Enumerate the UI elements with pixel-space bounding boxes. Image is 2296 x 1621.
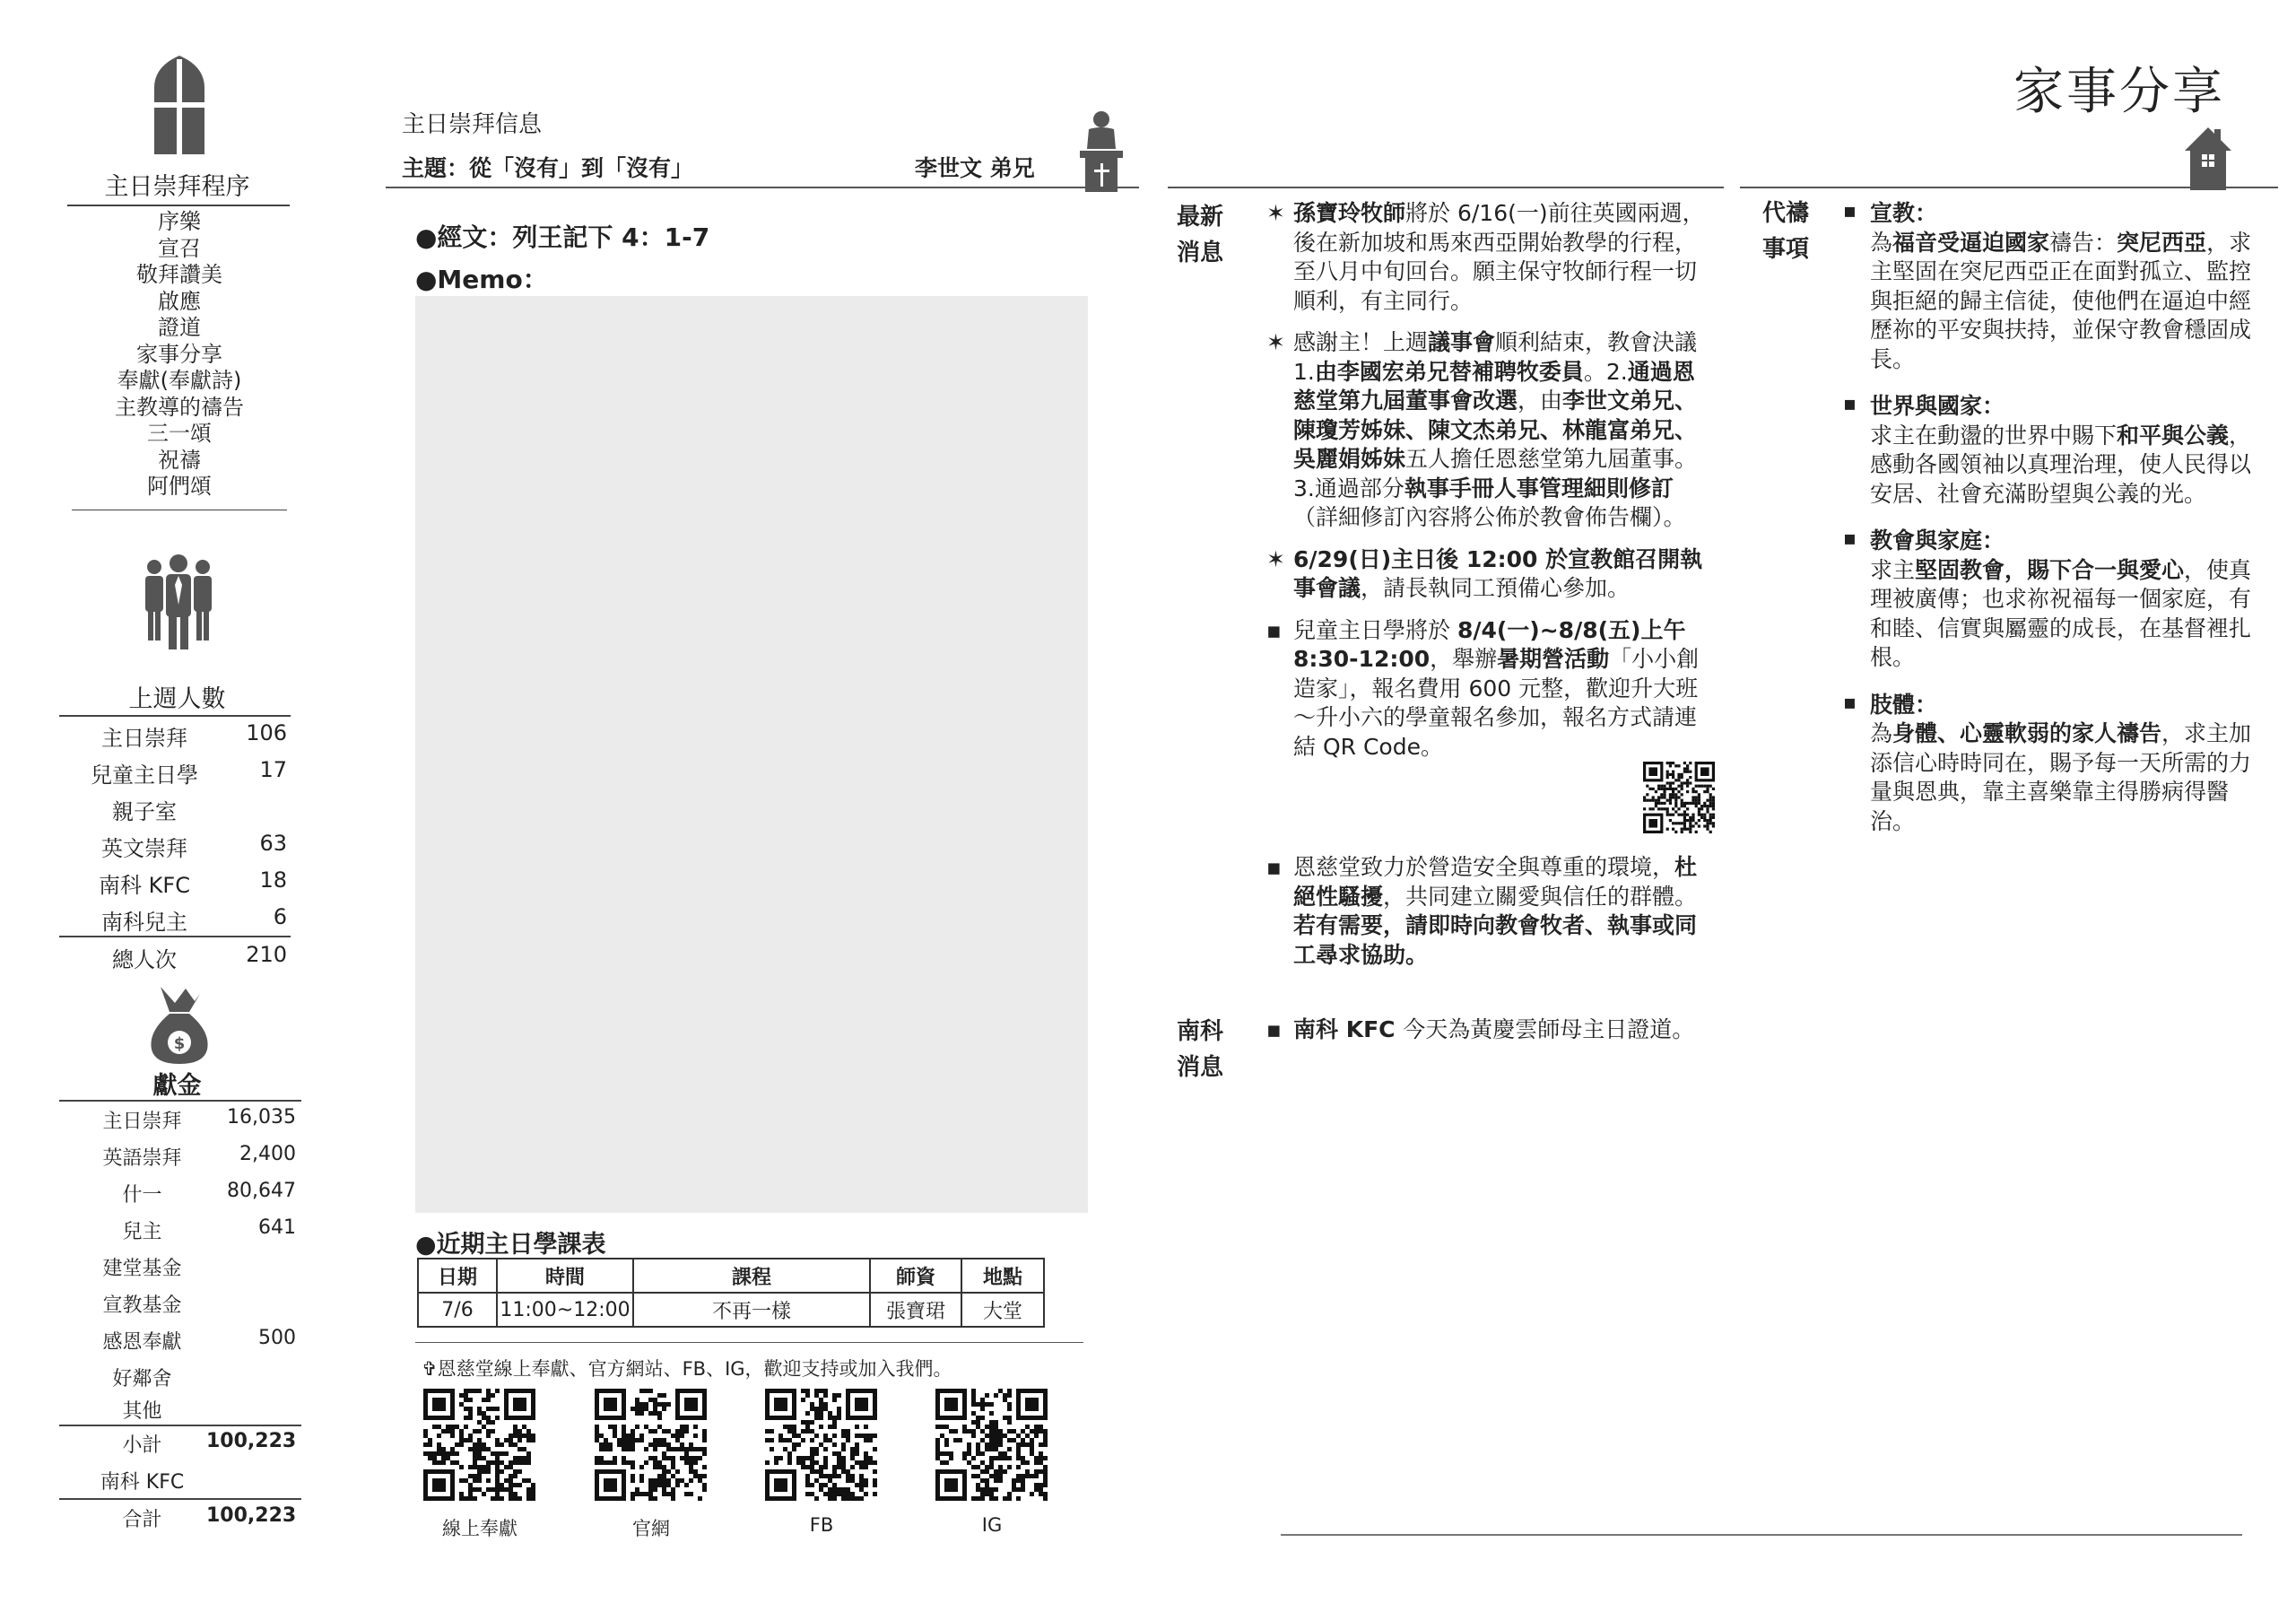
news-bold: 若有需要，請即時向教會牧者、執事或同工尋求協助。 — [1293, 912, 1698, 968]
prayer-text: 為 — [1870, 720, 1893, 746]
order-item: 序樂 — [158, 209, 201, 234]
sunday-school-schedule-title: ●近期主日學課表 — [415, 1231, 606, 1259]
memo-label: ●Memo： — [415, 265, 548, 294]
square-bullet-icon: ▪ — [1843, 691, 1857, 714]
divider — [1281, 1534, 2242, 1536]
news-item — [1266, 328, 1715, 533]
prayer-text: 禱告： — [2049, 229, 2118, 256]
square-bullet-icon: ▪ — [1266, 854, 1282, 880]
latest-news-label — [1177, 199, 1231, 271]
prayer-item — [1843, 691, 2269, 837]
offering-row — [59, 1253, 301, 1289]
news-text: 五人擔任恩慈堂第九屆董事。3.通過部分 — [1293, 446, 1698, 501]
attendance-row — [59, 757, 294, 793]
row-value: 100,223 — [206, 1430, 297, 1452]
row-label: 兒主 — [122, 1221, 162, 1243]
table-cell: 大堂 — [961, 1293, 1044, 1327]
prayer-requests-label — [1762, 196, 1816, 267]
row-label: 合計 — [122, 1509, 162, 1531]
row-label: 南科 KFC — [100, 1471, 185, 1494]
prayer-item — [1843, 527, 2269, 673]
offering-title: 獻金 — [152, 1072, 202, 1100]
online-links-note: ✞恩慈堂線上奉獻、官方網站、FB、IG，歡迎支持或加入我們。 — [422, 1358, 952, 1380]
news-text: ，共同建立關愛與信任的群體。 — [1383, 883, 1698, 910]
order-item: 家事分享 — [136, 341, 222, 367]
row-label: 建堂基金 — [102, 1258, 182, 1280]
news-bold: 李世文弟兄、陳瓊芳姊妹、陳文杰弟兄、林龍富弟兄、吳麗娟姊妹 — [1293, 388, 1698, 472]
church-window-icon — [154, 56, 204, 156]
order-item: 證道 — [158, 315, 201, 340]
row-label: 總人次 — [112, 947, 177, 972]
order-item: 祝禱 — [158, 447, 201, 473]
qr-code-icon — [595, 1389, 707, 1501]
prayer-heading: 宣教： — [1870, 200, 1938, 226]
news-bold: 執事手冊人事管理細則修訂 — [1404, 475, 1674, 501]
divider — [59, 1100, 301, 1102]
star-bullet-icon: ✶ — [1266, 545, 1285, 572]
order-item: 奉獻(奉獻詩) — [117, 368, 242, 393]
row-value: 106 — [246, 720, 287, 745]
news-text: ，由 — [1518, 388, 1563, 414]
prayer-bold: 突尼西亞 — [2117, 229, 2207, 256]
news-text: 感謝主！上週 — [1293, 329, 1429, 355]
prayer-heading: 教會與家庭： — [1870, 527, 2005, 553]
row-value: 17 — [259, 757, 287, 782]
table-row — [418, 1293, 1044, 1327]
offering-row — [59, 1143, 301, 1179]
news-text: 順利結束，教會決議 1. — [1293, 329, 1698, 385]
attendance-row — [59, 867, 294, 903]
qr-code-website[interactable] — [595, 1389, 707, 1501]
row-value: 80,647 — [227, 1180, 296, 1202]
news-bold: 孫寶玲牧師 — [1293, 200, 1406, 226]
divider — [59, 1498, 301, 1500]
divider — [415, 1342, 1083, 1343]
divider — [59, 715, 291, 717]
square-bullet-icon: ▪ — [1843, 393, 1857, 415]
nanke-news-list — [1266, 1015, 1715, 1058]
qr-code-icon — [765, 1389, 877, 1501]
offering-row — [59, 1216, 301, 1252]
qr-label: FB — [809, 1514, 834, 1536]
latest-news-list — [1266, 199, 1715, 982]
qr-label: 官網 — [632, 1518, 670, 1539]
news-bold: 8/4(一)~8/8(五)上午 8:30-12:00 — [1293, 616, 1686, 672]
attendance-row — [59, 831, 294, 867]
qr-code-summer-camp[interactable] — [1643, 762, 1715, 833]
prayer-text: ，求主堅固在突尼西亞正在面對孤立、監控與拒絕的歸主信徒，使他們在逼迫中經歷祢的平安與扶持，並保守教會穩固成長。 — [1870, 229, 2252, 372]
row-label: 小計 — [122, 1434, 162, 1457]
square-bullet-icon: ▪ — [1266, 616, 1282, 643]
row-value: 210 — [246, 942, 287, 967]
sermon-heading: 主日崇拜信息 — [402, 111, 543, 138]
offering-row — [59, 1106, 301, 1142]
row-label: 英文崇拜 — [101, 836, 187, 861]
offering-kfc-row — [59, 1467, 301, 1503]
row-value: 6 — [273, 904, 287, 929]
row-label: 親子室 — [112, 799, 177, 824]
divider — [59, 1425, 301, 1426]
row-value: 641 — [258, 1216, 296, 1239]
divider — [386, 187, 1139, 188]
column-header: 日期 — [418, 1259, 497, 1293]
sermon-speaker: 李世文 弟兄 — [915, 155, 1035, 181]
prayer-text: 求主在動盪的世界中賜下 — [1870, 422, 2118, 449]
sermon-theme: 主題：從「沒有」到「沒有」 — [402, 155, 694, 181]
row-value: 18 — [259, 867, 287, 893]
prayer-heading: 肢體： — [1870, 691, 1938, 718]
prayer-text: ，求主加添信心時時同在，賜予每一天所需的力量與恩典，靠主喜樂靠主得勝病得醫治。 — [1870, 720, 2252, 834]
row-label: 南科兒主 — [101, 910, 187, 935]
row-label: 主日崇拜 — [102, 1111, 182, 1133]
money-bag-icon — [148, 985, 211, 1064]
offering-subtotal-row — [59, 1430, 301, 1466]
news-item — [1266, 616, 1715, 834]
prayer-heading: 世界與國家： — [1870, 393, 2005, 419]
news-bold: 由李國宏弟兄替補聘牧委員 — [1314, 358, 1584, 385]
label-line: 事項 — [1762, 236, 1810, 263]
pulpit-speaker-icon — [1073, 109, 1130, 192]
divider — [1168, 187, 1724, 188]
svg-text:$: $ — [173, 1034, 186, 1053]
table-cell: 11:00~12:00 — [497, 1293, 633, 1327]
qr-code-offering[interactable] — [423, 1389, 535, 1501]
qr-code-icon — [935, 1389, 1048, 1501]
row-label: 南科 KFC — [99, 873, 190, 898]
column-header: 課程 — [633, 1259, 870, 1293]
qr-code-facebook[interactable] — [765, 1389, 877, 1501]
offering-row — [59, 1327, 301, 1363]
news-text: 兒童主日學將於 — [1293, 616, 1457, 643]
star-bullet-icon: ✶ — [1266, 329, 1285, 355]
house-icon — [2185, 127, 2231, 190]
label-line: 南科 — [1177, 1018, 1224, 1045]
news-bold: 6/29(日)主日後 12:00 於宣教館召開執事會議 — [1293, 545, 1703, 601]
label-line: 消息 — [1177, 240, 1224, 266]
prayer-item — [1843, 392, 2269, 509]
row-value: 63 — [259, 831, 287, 856]
order-item: 啟應 — [158, 288, 201, 314]
row-value: 16,035 — [227, 1106, 296, 1129]
news-bold: 通過恩慈堂第九屆董事會改選 — [1293, 358, 1695, 414]
row-label: 主日崇拜 — [101, 726, 187, 751]
news-text: 「小小創造家」，報名費用 600 元整，歡迎升大班～升小六的學童報名參加，報名方式請連結 QR Code。 — [1293, 646, 1700, 760]
prayer-bold: 和平與公義 — [2117, 422, 2230, 449]
memo-box[interactable] — [415, 296, 1088, 1213]
news-item — [1266, 545, 1715, 604]
table-header-row — [418, 1259, 1044, 1293]
qr-code-icon — [1643, 762, 1715, 833]
news-text: ，舉辦 — [1430, 646, 1498, 672]
table-cell: 7/6 — [418, 1293, 497, 1327]
news-bold: 杜絕性騷擾 — [1293, 854, 1698, 910]
sunday-school-schedule-table — [417, 1258, 1045, 1328]
news-item — [1266, 199, 1715, 316]
table-cell: 不再一樣 — [633, 1293, 870, 1327]
attendance-row — [59, 904, 294, 940]
row-value: 500 — [258, 1327, 296, 1349]
divider — [59, 936, 291, 937]
nanke-news-label — [1177, 1014, 1231, 1085]
people-group-icon — [142, 554, 215, 651]
offering-row — [59, 1180, 301, 1216]
qr-label: 線上奉獻 — [442, 1518, 517, 1539]
news-bold: 南科 KFC — [1293, 1016, 1404, 1042]
order-of-service-title: 主日崇拜程序 — [104, 173, 250, 201]
row-label: 兒童主日學 — [91, 763, 198, 788]
page-title: 家事分享 — [2013, 63, 2225, 121]
square-bullet-icon: ▪ — [1266, 1016, 1282, 1042]
order-item: 宣召 — [158, 235, 201, 261]
row-label: 感恩奉獻 — [102, 1331, 182, 1354]
offering-row — [59, 1364, 301, 1399]
qr-label: IG — [981, 1514, 1003, 1536]
scripture-reference: ●經文：列王記下 4：1-7 — [415, 222, 710, 252]
row-value: 2,400 — [239, 1143, 296, 1165]
prayer-bold: 福音受逼迫國家 — [1892, 229, 2050, 256]
offering-row — [59, 1396, 301, 1432]
prayer-item — [1843, 199, 2269, 374]
attendance-total-row — [59, 942, 294, 978]
prayer-text: ，使真理被廣傳；也求祢祝福每一個家庭，有和睦、信實與屬靈的成長，在基督裡扎根。 — [1870, 556, 2252, 670]
attendance-title: 上週人數 — [128, 685, 226, 713]
label-line: 最新 — [1177, 204, 1224, 231]
row-label: 宣教基金 — [102, 1294, 182, 1317]
news-bold: 暑期營活動 — [1497, 646, 1610, 672]
label-line: 消息 — [1177, 1054, 1224, 1081]
prayer-text: 為 — [1870, 229, 1893, 256]
order-item: 三一頌 — [147, 421, 212, 446]
square-bullet-icon: ▪ — [1843, 200, 1857, 222]
prayer-bold: 身體、心靈軟弱的家人禱告 — [1892, 720, 2162, 746]
row-value: 100,223 — [206, 1504, 297, 1527]
column-header: 時間 — [497, 1259, 633, 1293]
prayer-text: ，感動各國領袖以真理治理，使人民得以安居、社會充滿盼望與公義的光。 — [1870, 422, 2252, 507]
prayer-text: 求主 — [1870, 556, 1916, 583]
attendance-row — [59, 794, 294, 830]
news-text: （詳細修訂內容將公佈於教會佈告欄）。 — [1293, 504, 1686, 530]
qr-code-instagram[interactable] — [935, 1389, 1048, 1501]
news-text: 將於 6/16(一)前往英國兩週，後在新加坡和馬來西亞開始教學的行程，至八月中旬回台。願主保守牧師行程一切順利，有主同行。 — [1293, 200, 1705, 314]
news-text: ，請長執同工預備心參加。 — [1361, 575, 1631, 601]
square-bullet-icon: ▪ — [1843, 527, 1857, 550]
order-item: 主教導的禱告 — [115, 394, 244, 420]
prayer-requests-list — [1843, 199, 2269, 854]
prayer-bold: 堅固教會，賜下合一與愛心 — [1915, 556, 2185, 583]
qr-code-icon — [423, 1389, 535, 1501]
news-item — [1266, 1015, 1715, 1045]
news-text: 恩慈堂致力於營造安全與尊重的環境， — [1293, 854, 1675, 880]
order-of-service-list — [67, 209, 291, 501]
divider — [67, 205, 290, 206]
offering-row — [59, 1290, 301, 1326]
column-header: 師資 — [870, 1259, 961, 1293]
table-cell: 張寶珺 — [870, 1293, 961, 1327]
column-header: 地點 — [961, 1259, 1044, 1293]
star-bullet-icon: ✶ — [1266, 200, 1285, 226]
row-label: 英語崇拜 — [102, 1147, 182, 1170]
news-item — [1266, 853, 1715, 970]
news-text: 。2. — [1583, 358, 1628, 385]
divider — [1740, 187, 2278, 188]
news-text: 今天為黃慶雲師母主日證道。 — [1403, 1016, 1695, 1042]
offering-total-row — [59, 1504, 301, 1540]
attendance-row — [59, 720, 294, 756]
row-label: 什一 — [122, 1184, 162, 1207]
row-label: 好鄰舍 — [112, 1368, 172, 1390]
news-bold: 議事會 — [1428, 329, 1496, 355]
order-item: 阿們頌 — [147, 474, 212, 499]
row-label: 其他 — [122, 1400, 162, 1423]
label-line: 代禱 — [1762, 200, 1810, 227]
order-item: 敬拜讚美 — [136, 262, 222, 287]
